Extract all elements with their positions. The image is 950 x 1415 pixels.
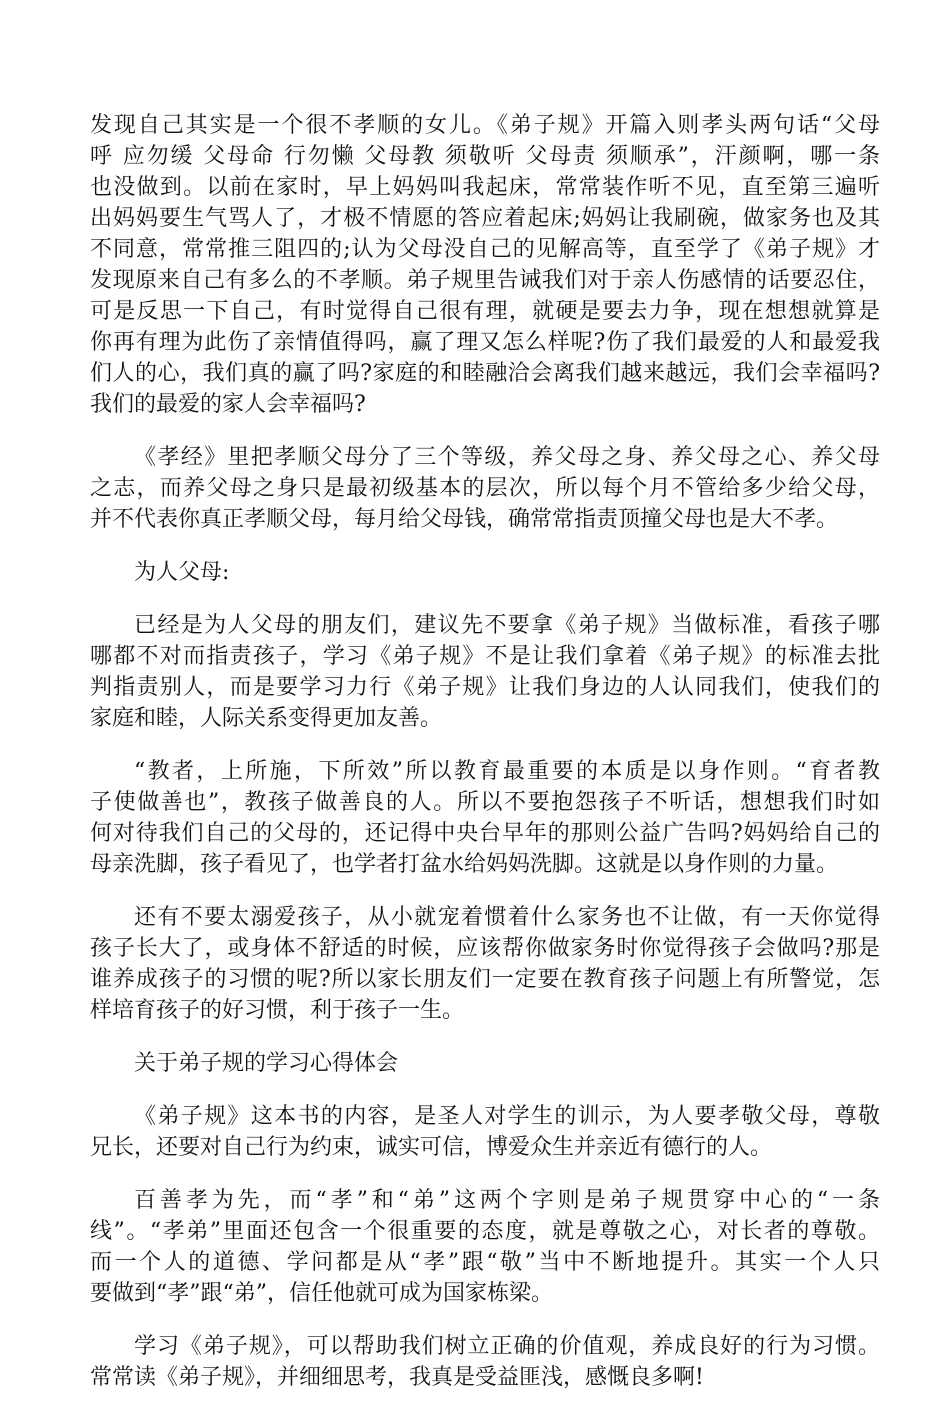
text-line: 线”。“孝弟”里面还包含一个很重要的态度，就是尊敬之心，对长者的尊敬。 (90, 1219, 880, 1244)
text-line: 已经是为人父母的朋友们，建议先不要拿《弟子规》当做标准，看孩子哪 (134, 613, 880, 638)
text-line: 常常读《弟子规》，并细细思考，我真是受益匪浅，感慨良多啊! (90, 1365, 704, 1390)
text-line: 而一个人的道德、学问都是从“孝”跟“敬”当中不断地提升。其实一个人只 (90, 1250, 880, 1275)
text-line: 关于弟子规的学习心得体会 (134, 1051, 399, 1076)
text-line: 判指责别人，而是要学习力行《弟子规》让我们身边的人认同我们，使我们的 (90, 675, 880, 700)
paragraph (90, 756, 880, 880)
paragraph (90, 442, 880, 535)
paragraph (90, 610, 880, 734)
paragraph (90, 557, 880, 588)
text-line: 哪都不对而指责孩子，学习《弟子规》不是让我们拿着《弟子规》的标准去批 (90, 644, 880, 669)
paragraph (90, 110, 880, 420)
text-line: 母亲洗脚，孩子看见了，也学者打盆水给妈妈洗脚。这就是以身作则的力量。 (90, 852, 839, 877)
text-line: 《弟子规》这本书的内容，是圣人对学生的训示，为人要孝敬父母，尊敬 (134, 1104, 880, 1129)
text-line: 子使做善也”，教孩子做善良的人。所以不要抱怨孩子不听话，想想我们时如 (90, 790, 880, 815)
paragraph (90, 1101, 880, 1163)
text-line: 还有不要太溺爱孩子，从小就宠着惯着什么家务也不让做，有一天你觉得 (134, 905, 880, 930)
text-line: 也没做到。以前在家时，早上妈妈叫我起床，常常装作听不见，直至第三遍听 (90, 175, 880, 200)
text-line: 可是反思一下自己，有时觉得自己很有理，就硬是要去力争，现在想想就算是 (90, 299, 880, 324)
text-line: 呼 应勿缓 父母命 行勿懒 父母教 须敬听 父母责 须顺承”，汗颜啊，哪一条 (90, 144, 880, 169)
text-line: 样培育孩子的好习惯，利于孩子一生。 (90, 998, 465, 1023)
text-line: 发现原来自己有多么的不孝顺。弟子规里告诫我们对于亲人伤感情的话要忍住， (90, 268, 880, 293)
text-line: 百善孝为先，而“孝”和“弟”这两个字则是弟子规贯穿中心的“一条 (134, 1188, 880, 1213)
paragraph (90, 1185, 880, 1309)
text-line: 《孝经》里把孝顺父母分了三个等级，养父母之身、养父母之心、养父母 (134, 445, 880, 470)
text-line: “教者，上所施，下所效”所以教育最重要的本质是以身作则。“育者教 (134, 759, 880, 784)
text-line: 何对待我们自己的父母的，还记得中央台早年的那则公益广告吗?妈妈给自己的 (90, 821, 880, 846)
paragraph (90, 1048, 880, 1079)
paragraph (90, 902, 880, 1026)
text-line: 孩子长大了，或身体不舒适的时候，应该帮你做家务时你觉得孩子会做吗?那是 (90, 936, 880, 961)
text-line: 之志，而养父母之身只是最初级基本的层次，所以每个月不管给多少给父母， (90, 476, 880, 501)
text-line: 发现自己其实是一个很不孝顺的女儿。《弟子规》开篇入则孝头两句话“父母 (90, 113, 880, 138)
text-line: 家庭和睦，人际关系变得更加友善。 (90, 706, 443, 731)
text-line: 谁养成孩子的习惯的呢?所以家长朋友们一定要在教育孩子问题上有所警觉，怎 (90, 967, 880, 992)
paragraph (90, 1331, 880, 1393)
text-line: 为人父母: (134, 560, 230, 585)
text-line: 出妈妈要生气骂人了，才极不情愿的答应着起床;妈妈让我刷碗，做家务也及其 (90, 206, 880, 231)
text-line: 不同意，常常推三阻四的;认为父母没自己的见解高等，直至学了《弟子规》才 (90, 237, 880, 262)
text-line: 兄长，还要对自己行为约束，诚实可信，博爱众生并亲近有德行的人。 (90, 1135, 773, 1160)
text-line: 你再有理为此伤了亲情值得吗，赢了理又怎么样呢?伤了我们最爱的人和最爱我 (90, 330, 880, 355)
text-line: 并不代表你真正孝顺父母，每月给父母钱，确常常指责顶撞父母也是大不孝。 (90, 507, 839, 532)
text-line: 学习《弟子规》，可以帮助我们树立正确的价值观，养成良好的行为习惯。 (134, 1334, 880, 1359)
text-line: 们人的心，我们真的赢了吗?家庭的和睦融洽会离我们越来越远，我们会幸福吗? (90, 361, 880, 386)
text-line: 我们的最爱的家人会幸福吗? (90, 392, 366, 417)
document-page (90, 110, 880, 1415)
text-line: 要做到“孝”跟“弟”，信任他就可成为国家栋梁。 (90, 1281, 553, 1306)
